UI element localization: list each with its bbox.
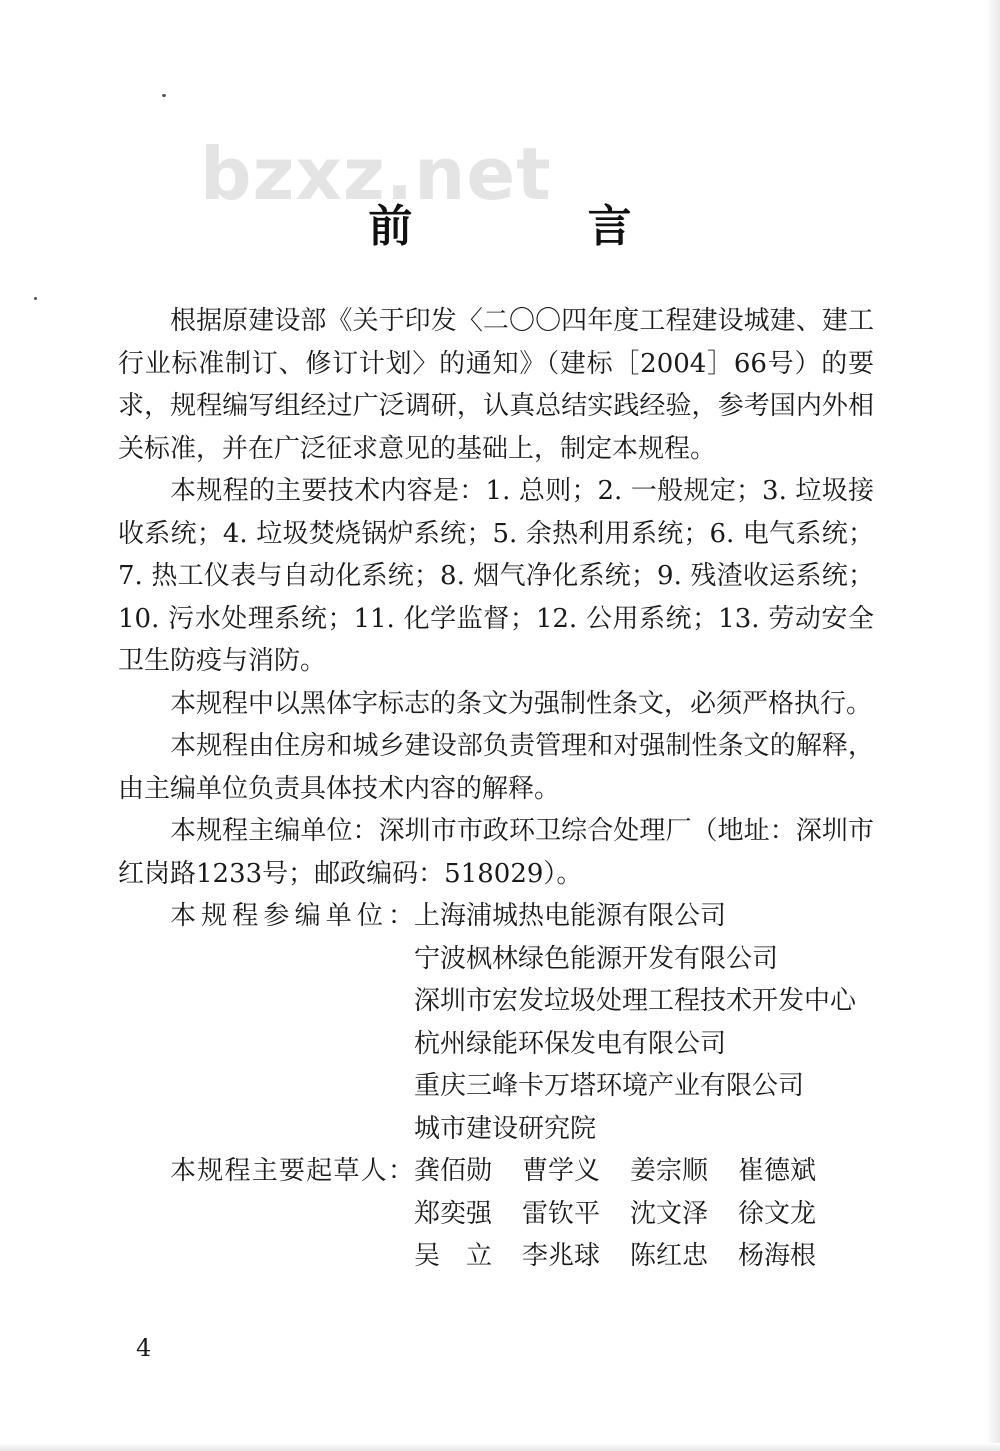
drafter-name: 雷钦平	[522, 1198, 601, 1229]
participant-unit: 深圳市宏发垃圾处理工程技术开发中心	[414, 986, 857, 1016]
participants-list	[414, 895, 874, 1150]
scan-speck	[162, 94, 166, 97]
participant-unit: 宁波枫林绿色能源开发有限公司	[414, 943, 779, 974]
paragraph-mandatory: 本规程中以黑体字标志的条文为强制性条文，必须严格执行。	[170, 688, 873, 719]
paragraph-management: 本规程由住房和城乡建设部负责管理和对强制性条文的解释，由主编单位负责具体技术内容的解释。	[118, 731, 874, 804]
page-number: 4	[136, 1334, 152, 1362]
participants-label: 本规程参编单位：	[170, 901, 414, 931]
participants-block	[118, 895, 874, 1150]
drafter-name: 崔德斌	[738, 1156, 817, 1186]
page-title: 前 言	[368, 201, 712, 252]
participant-unit: 上海浦城热电能源有限公司	[414, 901, 727, 931]
drafter-name: 杨海根	[738, 1241, 817, 1271]
drafter-name: 曹学义	[522, 1156, 601, 1186]
drafters-list	[414, 1150, 874, 1278]
participant-unit: 城市建设研究院	[414, 1113, 597, 1144]
drafters-block	[118, 1150, 874, 1278]
drafters-label: 本规程主要起草人：	[170, 1156, 414, 1186]
drafter-name: 龚佰勋	[414, 1156, 493, 1186]
drafter-name: 郑奕强	[414, 1198, 493, 1229]
drafter-name: 姜宗顺	[630, 1156, 709, 1186]
drafter-name: 陈红忠	[630, 1241, 709, 1271]
drafter-name: 吴 立	[414, 1241, 493, 1271]
paragraph-contents: 本规程的主要技术内容是：1. 总则；2. 一般规定；3. 垃圾接收系统；4. 垃圾焚烧锅炉系统；5. 余热利用系统；6. 电气系统；7. 热工仪表与自动化系统；8. 烟气净化系统；9. 残渣收运系统；10. 污水处理系统；11. 化学监督；12. 公用系统；13. 劳动安全卫生防疫与消防。	[118, 476, 874, 676]
participant-unit: 杭州绿能环保发电有限公司	[414, 1028, 727, 1059]
page-bottom-shadow	[0, 1443, 1000, 1451]
watermark: bzxz.net	[200, 132, 552, 216]
drafter-name: 沈文泽	[630, 1198, 709, 1229]
participants-label-cell	[118, 895, 414, 1150]
drafters-label-cell	[118, 1150, 414, 1278]
participant-unit: 重庆三峰卡万塔环境产业有限公司	[414, 1071, 805, 1101]
paragraph-chief-editor: 本规程主编单位：深圳市市政环卫综合处理厂（地址：深圳市红岗路1233号；邮政编码：518029）。	[118, 816, 874, 889]
scan-speck	[34, 297, 37, 300]
drafter-name: 徐文龙	[738, 1198, 817, 1229]
paragraph-basis: 根据原建设部《关于印发〈二〇〇四年度工程建设城建、建工行业标准制订、修订计划〉的通知》（建标［2004］66号）的要求，规程编写组经过广泛调研，认真总结实践经验，参考国内外相关标准，并在广泛征求意见的基础上，制定本规程。	[118, 306, 874, 464]
preface-body	[118, 300, 874, 1278]
drafter-name: 李兆球	[522, 1241, 601, 1271]
